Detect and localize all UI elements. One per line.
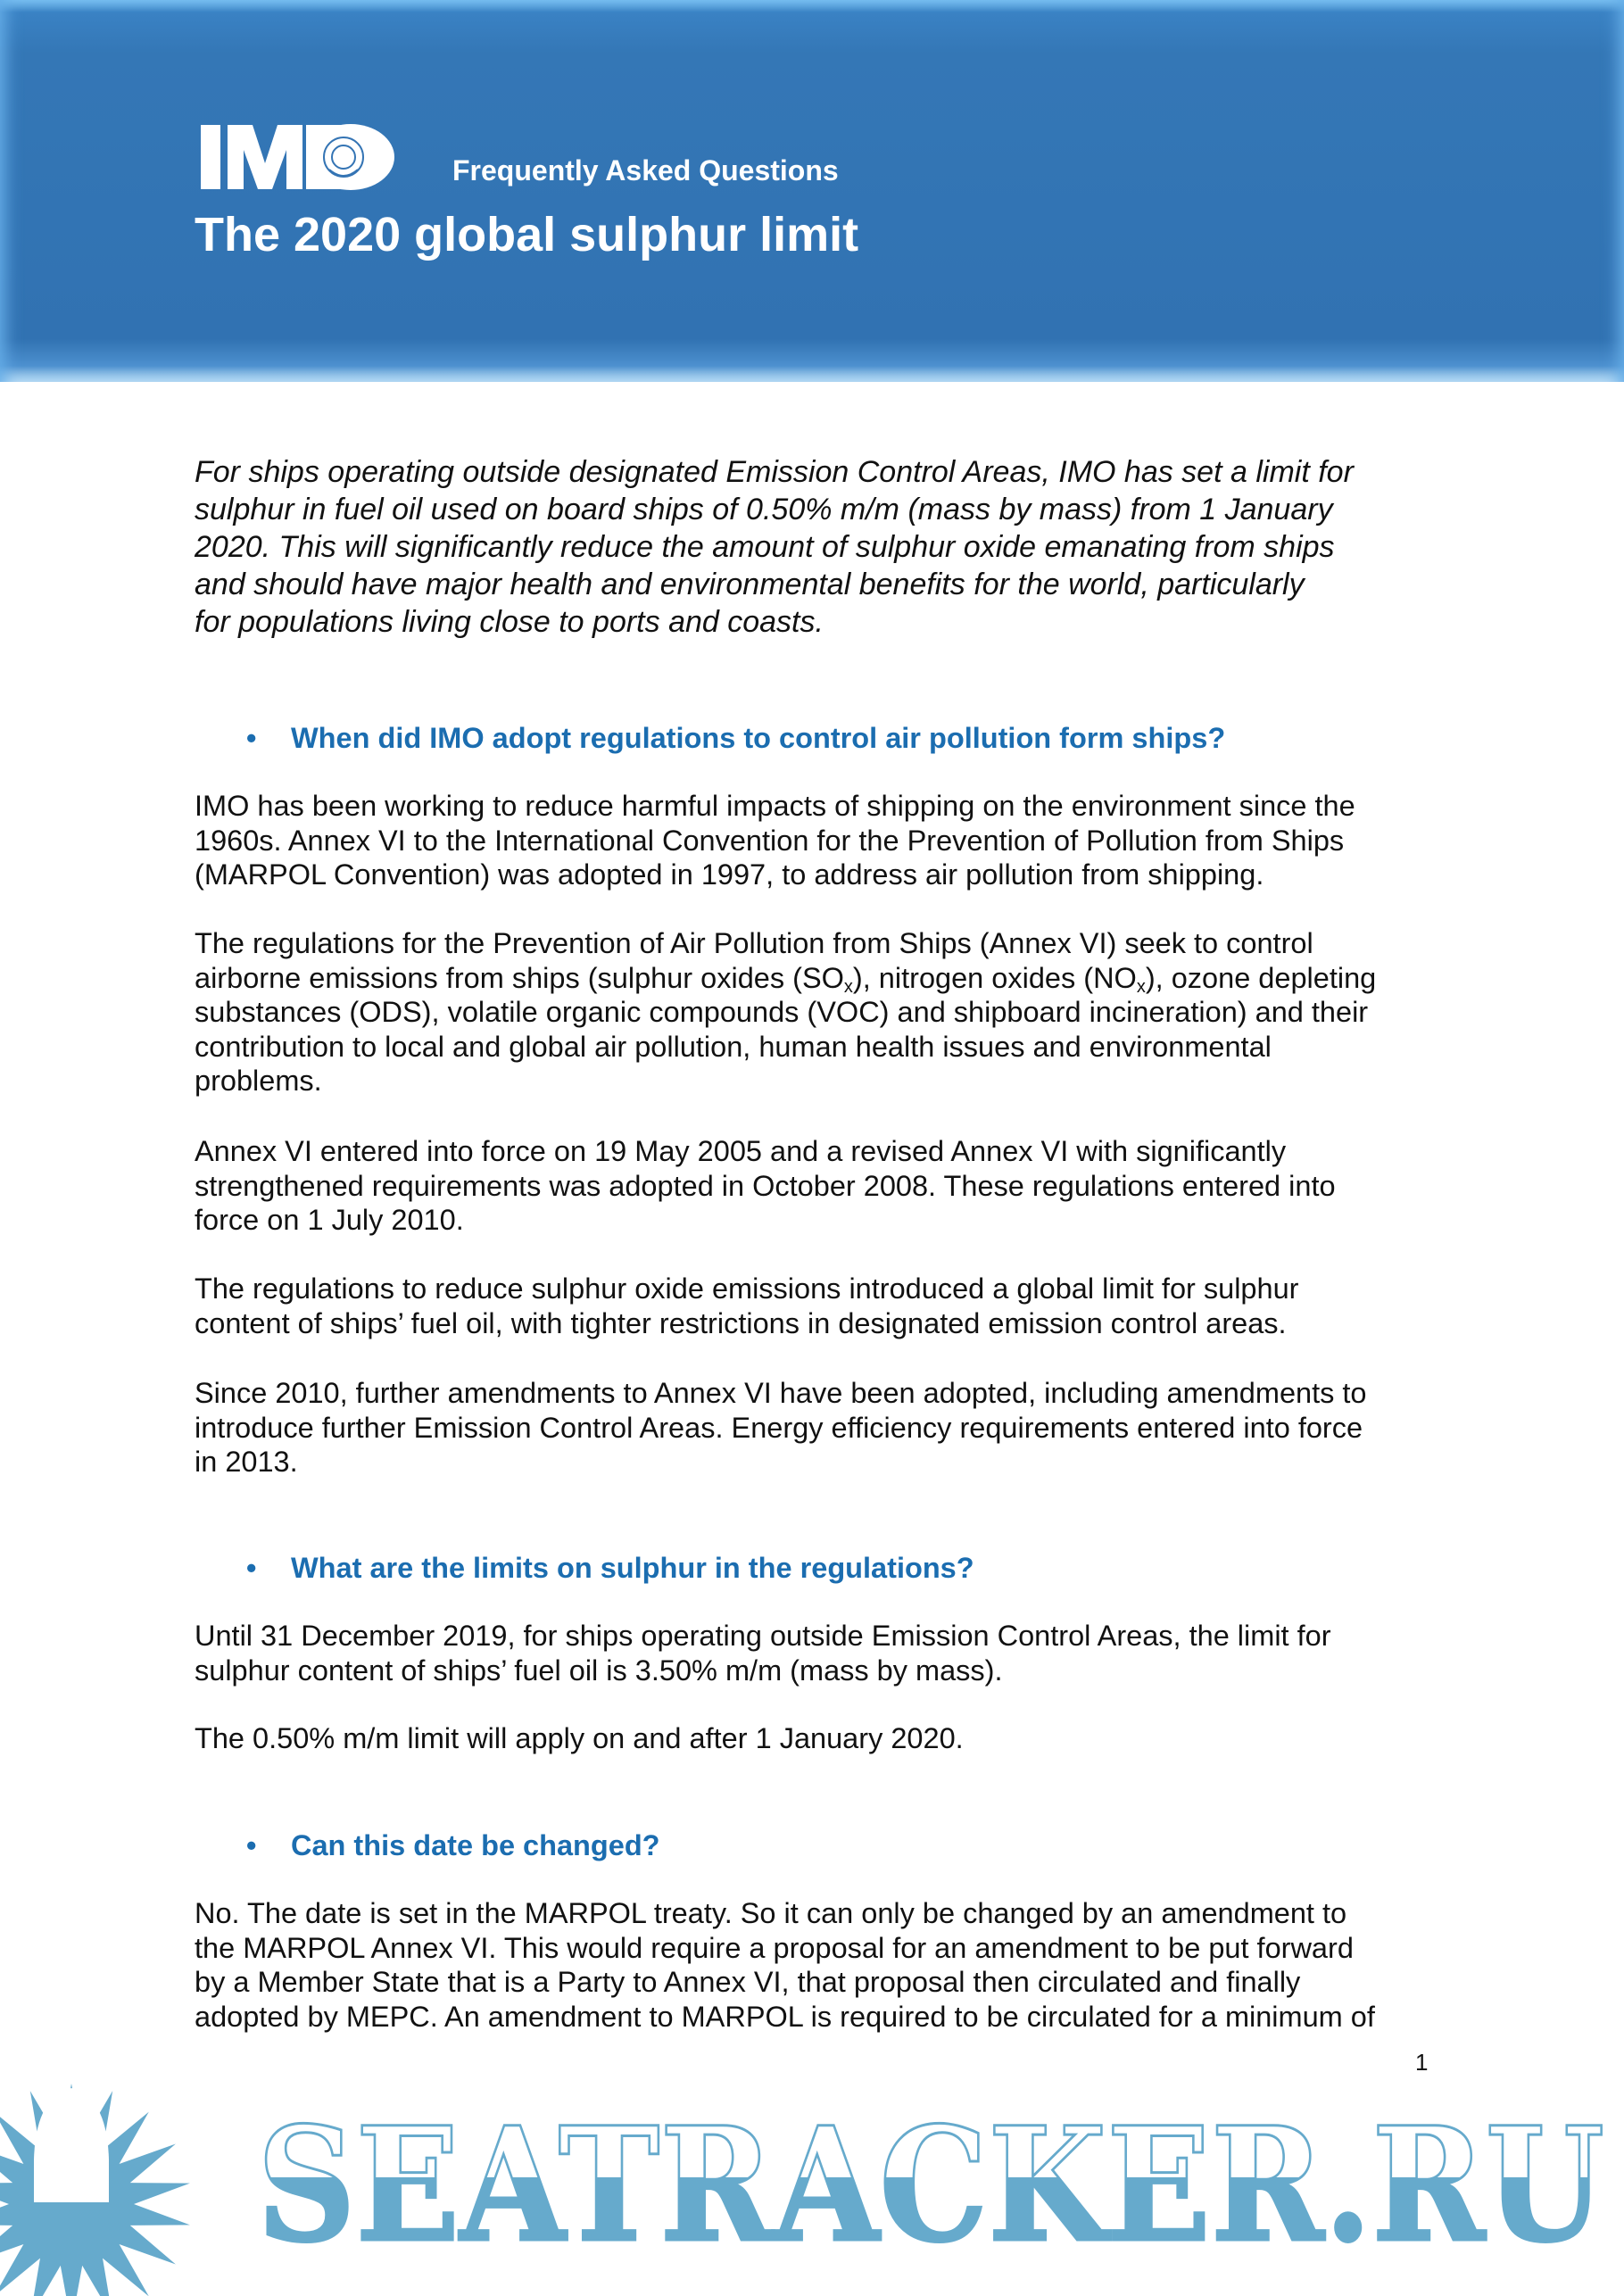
- bullet-icon: •: [246, 1829, 257, 1861]
- text-line: Annex VI entered into force on 19 May 2005 and a revised Annex VI with significantly: [195, 1135, 1287, 1167]
- sun-icon: [0, 2084, 190, 2296]
- text-line: The regulations for the Prevention of Air Pollution from Ships (Annex VI) seek to control: [195, 927, 1313, 959]
- text-line: 1960s. Annex VI to the International Convention for the Prevention of Pollution from Ships: [195, 824, 1345, 857]
- watermark-text: SEATRACKER.RU: [257, 2093, 1604, 2277]
- question-text: When did IMO adopt regulations to control air pollution form ships?: [291, 722, 1226, 754]
- text-line: 2020. This will significantly reduce the amount of sulphur oxide emanating from ships: [195, 530, 1335, 564]
- text-span: airborne emissions from ships (sulphur oxides (SO: [195, 961, 844, 994]
- page-title: The 2020 global sulphur limit: [195, 208, 859, 261]
- text-line: problems.: [195, 1065, 322, 1098]
- question-text: Can this date be changed?: [291, 1829, 660, 1861]
- header-banner: [0, 0, 1624, 382]
- paragraph: [195, 1134, 1462, 1238]
- text-line: introduce further Emission Control Areas. Energy efficiency requirements entered into force: [195, 1411, 1363, 1444]
- intro-paragraph: [195, 453, 1462, 641]
- paragraph: [195, 1619, 1462, 1687]
- text-line: content of ships’ fuel oil, with tighter restrictions in designated emission control areas.: [195, 1306, 1287, 1339]
- text-line: in 2013.: [195, 1446, 298, 1479]
- text-line: Since 2010, further amendments to Annex VI have been adopted, including amendments to: [195, 1377, 1367, 1409]
- text-line: IMO has been working to reduce harmful impacts of shipping on the environment since the: [195, 790, 1355, 822]
- page-number: 1: [1415, 2049, 1429, 2076]
- text-line: The 0.50% m/m limit will apply on and after 1 January 2020.: [195, 1722, 964, 1754]
- header-subtitle: Frequently Asked Questions: [452, 154, 839, 186]
- paragraph: [195, 926, 1462, 1098]
- text-line: The regulations to reduce sulphur oxide emissions introduced a global limit for sulphur: [195, 1272, 1299, 1305]
- seatracker-watermark: [0, 2052, 1624, 2296]
- paragraph: [195, 789, 1462, 892]
- subscript: x: [1136, 976, 1146, 997]
- text-line: No. The date is set in the MARPOL treaty. So it can only be changed by an amendment to: [195, 1897, 1347, 1929]
- question-text: What are the limits on sulphur in the regulations?: [291, 1552, 974, 1584]
- text-line: strengthened requirements was adopted in October 2008. These regulations entered into: [195, 1169, 1336, 1202]
- bullet-icon: •: [246, 1552, 257, 1584]
- text-line: adopted by MEPC. An amendment to MARPOL is required to be circulated for a minimum of: [195, 2000, 1375, 2033]
- bullet-icon: •: [246, 722, 257, 754]
- text-line: For ships operating outside designated Emission Control Areas, IMO has set a limit for: [195, 455, 1354, 489]
- text-span: ), ozone depleting: [1145, 961, 1377, 994]
- question-heading-3: [246, 1828, 660, 1862]
- question-heading-1: [246, 721, 1225, 755]
- text-line: (MARPOL Convention) was adopted in 1997, to address air pollution from shipping.: [195, 858, 1264, 891]
- text-line: [195, 961, 1462, 996]
- paragraph: [195, 1376, 1462, 1480]
- text-line: sulphur in fuel oil used on board ships of 0.50% m/m (mass by mass) from 1 January: [195, 493, 1333, 526]
- text-line: for populations living close to ports and coasts.: [195, 605, 824, 639]
- paragraph: [195, 1272, 1462, 1340]
- text-line: force on 1 July 2010.: [195, 1204, 464, 1237]
- text-line: sulphur content of ships’ fuel oil is 3.50% m/m (mass by mass).: [195, 1654, 1003, 1687]
- text-span: ), nitrogen oxides (NO: [852, 961, 1137, 994]
- paragraph: [195, 1896, 1462, 2034]
- imo-logo: [201, 123, 424, 191]
- text-line: Until 31 December 2019, for ships operating outside Emission Control Areas, the limit for: [195, 1620, 1331, 1652]
- text-line: the MARPOL Annex VI. This would require a proposal for an amendment to be put forward: [195, 1931, 1354, 1964]
- question-heading-2: [246, 1551, 974, 1585]
- paragraph: [195, 1721, 1462, 1756]
- text-line: by a Member State that is a Party to Annex VI, that proposal then circulated and finally: [195, 1966, 1301, 1999]
- text-line: and should have major health and environmental benefits for the world, particularly: [195, 568, 1305, 601]
- text-line: substances (ODS), volatile organic compounds (VOC) and shipboard incineration) and their: [195, 996, 1369, 1029]
- subscript: x: [843, 976, 853, 997]
- text-line: contribution to local and global air pollution, human health issues and environmental: [195, 1030, 1272, 1063]
